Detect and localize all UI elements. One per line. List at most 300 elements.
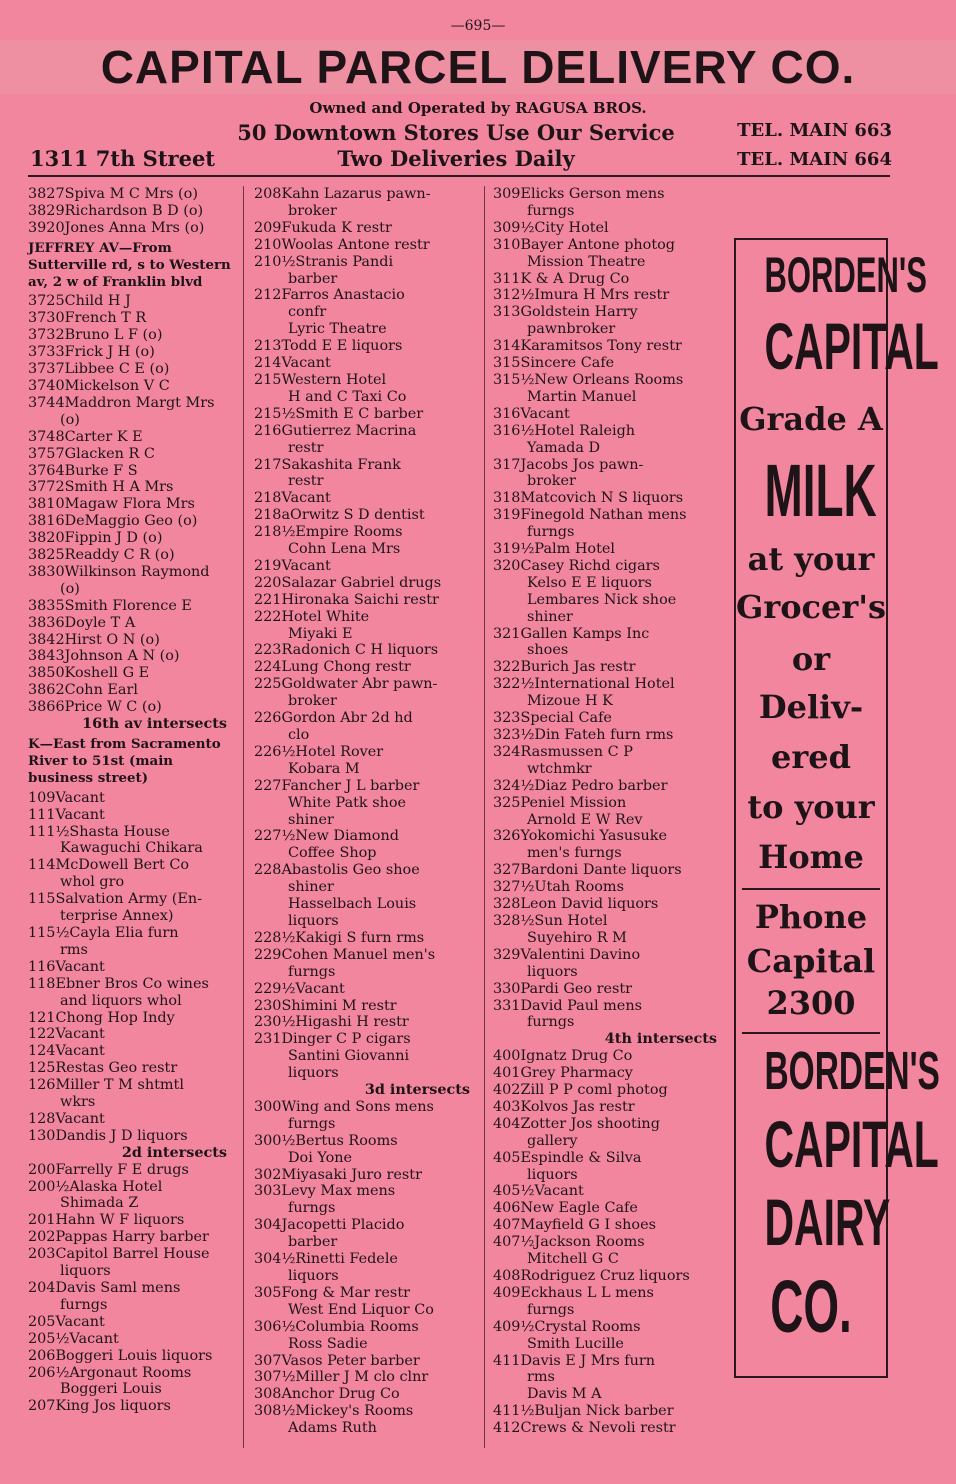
- listing-entry: [493, 1116, 723, 1133]
- listing-entry: [493, 659, 723, 676]
- listing-entry: [493, 507, 723, 524]
- listing-continuation: (o): [60, 411, 80, 428]
- listing-name: City Hotel: [534, 219, 609, 236]
- column-divider: [243, 186, 244, 1448]
- street-number: 302: [254, 1166, 282, 1183]
- listing-continuation: confr: [288, 304, 327, 321]
- listing-name: Radonich C H liquors: [281, 642, 439, 659]
- listing-entry: [254, 254, 476, 271]
- listing-entry: [254, 930, 476, 947]
- listing-entry: [28, 615, 233, 632]
- listing-name: Woolas Antone restr: [281, 236, 430, 253]
- listing-entry: [254, 338, 476, 355]
- street-number: 130: [28, 1127, 56, 1144]
- listing-entry: [254, 355, 476, 372]
- street-number: 230½: [254, 1014, 296, 1031]
- listing-name: Diaz Pedro barber: [534, 777, 668, 794]
- street-number: 323: [493, 710, 521, 727]
- listing-name: Child H J: [64, 293, 131, 310]
- listing-entry: [493, 998, 723, 1015]
- listing-continuation: furngs: [527, 202, 575, 219]
- street-number: 3850: [28, 665, 65, 682]
- listing-name: McDowell Bert Co: [55, 857, 190, 874]
- listing-name: Ignatz Drug Co: [520, 1048, 633, 1065]
- street-number: 3829: [28, 202, 65, 219]
- ad-brand: BORDEN'S: [764, 1041, 940, 1101]
- listing-entry: [28, 327, 233, 344]
- listing-name: Farros Anastacio: [281, 287, 405, 304]
- listing-name: Fippin J D (o): [64, 530, 163, 547]
- listing-entry: [28, 1060, 233, 1077]
- listing-continuation: Miyaki E: [288, 625, 353, 642]
- listing-entry: [493, 1268, 723, 1285]
- listing-name: Miller T M shtmtl: [55, 1077, 184, 1094]
- street-number: 218a: [254, 507, 291, 524]
- intersection-note: 16th av intersects: [82, 715, 227, 733]
- listing-name: Stranis Pandi: [295, 253, 394, 270]
- street-number: 409: [493, 1284, 521, 1301]
- listing-continuation: Davis M A: [527, 1386, 602, 1403]
- listing-entry: [493, 778, 723, 795]
- street-number: 305: [254, 1284, 282, 1301]
- listing-entry: [254, 406, 476, 423]
- listing-entry: [493, 1200, 723, 1217]
- listing-entry: [28, 479, 233, 496]
- listing-name: Cohn Earl: [64, 682, 138, 699]
- listing-continuation: White Patk shoe: [288, 794, 407, 811]
- listing-entry: [28, 1314, 233, 1331]
- street-number: 124: [28, 1043, 56, 1060]
- street-number: 228: [254, 862, 282, 879]
- listing-entry: [493, 372, 723, 389]
- street-number: 219: [254, 557, 282, 574]
- ad-text: Home: [758, 838, 864, 876]
- street-number: 3737: [28, 361, 65, 378]
- listing-name: Grey Pharmacy: [520, 1065, 633, 1082]
- listing-name: Wilkinson Raymond: [64, 563, 210, 580]
- listing-name: Vacant: [295, 980, 345, 997]
- street-number: 309: [493, 186, 521, 202]
- listing-entry: [28, 1026, 233, 1043]
- street-number: 310: [493, 236, 521, 253]
- listing-name: Vacant: [55, 1313, 105, 1330]
- listing-entry: [254, 1167, 476, 1184]
- street-number: 315: [493, 355, 521, 372]
- listing-entry: [493, 220, 723, 237]
- listing-entry: [493, 1150, 723, 1167]
- listing-name: Kahn Lazarus pawn-: [281, 186, 431, 202]
- street-number: 209: [254, 219, 282, 236]
- listing-entry: [493, 896, 723, 913]
- listing-entry: [28, 1043, 233, 1060]
- street-number: 114: [28, 857, 56, 874]
- listing-name: Jacopetti Placido: [281, 1217, 405, 1234]
- listing-name: Vacant: [55, 1043, 105, 1060]
- listing-continuation: wkrs: [60, 1094, 96, 1111]
- listing-name: Cohen Manuel men's: [281, 946, 436, 963]
- ad-text: at your: [747, 540, 875, 578]
- listing-name: Miyasaki Juro restr: [281, 1166, 422, 1183]
- street-number: 229½: [254, 980, 296, 997]
- column-divider: [484, 186, 485, 1448]
- street-number: 317: [493, 456, 521, 473]
- street-number: 128: [28, 1110, 56, 1127]
- street-address: 1311 7th Street: [30, 146, 216, 171]
- listing-entry: [254, 1251, 476, 1268]
- street-number: 3920: [28, 219, 65, 236]
- listing-continuation: broker: [288, 693, 337, 710]
- street-number: 204: [28, 1280, 56, 1296]
- street-number: 203: [28, 1246, 56, 1263]
- listing-entry: [254, 372, 476, 389]
- listing-entry: [28, 959, 233, 976]
- street-number: 403: [493, 1098, 521, 1115]
- ad-text: or: [791, 640, 831, 678]
- listing-name: Hironaka Saichi restr: [281, 591, 439, 608]
- listing-entry: [493, 676, 723, 693]
- listing-entry: [493, 1285, 723, 1302]
- ad-phone-label: Phone: [754, 898, 868, 936]
- listing-entry: [28, 1179, 233, 1196]
- listing-entry: [254, 1014, 476, 1031]
- street-number: 218½: [254, 524, 296, 541]
- listing-continuation: furngs: [288, 1115, 336, 1132]
- ad-text: to your: [747, 788, 875, 826]
- listing-name: Carter K E: [64, 428, 143, 445]
- listing-name: Gordon Abr 2d hd: [281, 710, 413, 727]
- listing-continuation: Kawaguchi Chikara: [60, 840, 203, 857]
- listing-name: Sun Hotel: [534, 912, 608, 929]
- listing-continuation: Boggeri Louis: [60, 1381, 162, 1398]
- listing-name: Smith E C barber: [295, 405, 424, 422]
- listing-name: Fong & Mar restr: [281, 1284, 410, 1301]
- listing-continuation: H and C Taxi Co: [288, 388, 407, 405]
- listing-continuation: and liquors whol: [60, 992, 182, 1009]
- listing-name: Dinger C P cigars: [281, 1031, 411, 1048]
- street-heading: K—East from Sacramento River to 51st (main business street): [28, 736, 221, 786]
- listing-continuation: liquors: [60, 1263, 111, 1280]
- listing-entry: [493, 1420, 723, 1437]
- listing-continuation: Smith Lucille: [527, 1335, 624, 1352]
- street-number: 406: [493, 1200, 521, 1217]
- listing-continuation: Kobara M: [288, 760, 360, 777]
- listing-continuation: liquors: [288, 1065, 339, 1082]
- street-number: 207: [28, 1398, 56, 1415]
- listing-name: Koshell G E: [64, 665, 150, 682]
- street-number: 3836: [28, 614, 65, 631]
- listing-continuation: Suyehiro R M: [527, 929, 627, 946]
- street-number: 326: [493, 828, 521, 845]
- listing-name: Utah Rooms: [534, 879, 624, 896]
- listing-name: Fukuda K restr: [281, 219, 392, 236]
- street-number: 311: [493, 270, 521, 287]
- listing-entry: [254, 592, 476, 609]
- listing-entry: [28, 1331, 233, 1348]
- listing-name: Sincere Cafe: [520, 355, 615, 372]
- listing-continuation: liquors: [288, 1268, 339, 1284]
- listing-continuation: restr: [288, 473, 324, 490]
- intersection-note: 2d intersects: [121, 1143, 227, 1161]
- street-number: 327: [493, 862, 521, 879]
- street-number: 216: [254, 422, 282, 439]
- listing-name: Bayer Antone photog: [520, 236, 675, 253]
- listing-entry: [493, 457, 723, 474]
- listing-entry: [28, 891, 233, 908]
- listing-continuation: clo: [288, 727, 310, 743]
- street-number: 322: [493, 659, 521, 676]
- listing-name: Pappas Harry barber: [55, 1229, 209, 1246]
- listing-entry: [493, 710, 723, 727]
- listing-entry: [28, 790, 233, 807]
- listing-entry: [28, 807, 233, 824]
- listing-continuation: barber: [288, 270, 338, 287]
- listing-entry: [493, 626, 723, 643]
- listing-entry: [254, 1403, 476, 1420]
- listing-name: Salazar Gabriel drugs: [281, 574, 442, 591]
- street-number: 309½: [493, 219, 535, 236]
- listing-name: Vasos Peter barber: [281, 1352, 420, 1369]
- listing-name: DeMaggio Geo (o): [64, 513, 198, 530]
- street-number: 321: [493, 625, 521, 642]
- listing-continuation: Ross Sadie: [288, 1335, 368, 1352]
- listing-continuation: rms: [527, 1369, 555, 1386]
- listing-name: Maddron Margt Mrs: [64, 394, 215, 411]
- listing-name: Bardoni Dante liquors: [520, 862, 682, 879]
- street-number: 304½: [254, 1251, 296, 1268]
- listing-continuation: Coffee Shop: [288, 845, 377, 862]
- listing-name: Burich Jas restr: [520, 659, 636, 676]
- ad-capital: CAPITAL: [764, 309, 939, 383]
- listing-continuation: furngs: [527, 524, 575, 541]
- listing-name: Alaska Hotel: [69, 1178, 163, 1195]
- listing-name: Levy Max mens: [281, 1183, 396, 1200]
- listing-name: Gutierrez Macrina: [281, 422, 417, 439]
- listing-entry: [28, 632, 233, 649]
- listing-entry: [254, 659, 476, 676]
- listing-name: Kolvos Jas restr: [520, 1098, 635, 1115]
- listing-name: Goldstein Harry: [520, 304, 638, 321]
- listing-entry: [254, 423, 476, 440]
- listing-name: Crystal Rooms: [534, 1318, 641, 1335]
- street-number: 3810: [28, 496, 65, 513]
- street-number: 307½: [254, 1369, 296, 1386]
- listing-name: Jackson Rooms: [534, 1234, 645, 1251]
- listing-name: Rinetti Fedele: [295, 1251, 398, 1268]
- directory-column-2: [254, 186, 476, 1437]
- listing-name: Pardi Geo restr: [520, 980, 633, 997]
- listing-entry: [28, 310, 233, 327]
- listing-continuation: liquors: [527, 963, 578, 980]
- listing-name: Crews & Nevoli restr: [520, 1420, 676, 1437]
- listing-name: Hahn W F liquors: [55, 1212, 185, 1229]
- listing-name: Vacant: [55, 789, 105, 806]
- street-number: 3866: [28, 699, 65, 716]
- listing-entry: [28, 463, 233, 480]
- listing-name: Vacant: [69, 1330, 119, 1347]
- listing-name: Vacant: [520, 405, 570, 422]
- street-number: 404: [493, 1115, 521, 1132]
- listing-continuation: shoes: [527, 642, 569, 659]
- listing-entry: [254, 642, 476, 659]
- listing-name: Davis E J Mrs furn: [520, 1352, 656, 1369]
- listing-entry: [28, 395, 233, 412]
- listing-continuation: furngs: [288, 1200, 336, 1217]
- listing-continuation: wtchmkr: [527, 760, 592, 777]
- listing-name: Finegold Nathan mens: [520, 507, 687, 524]
- listing-name: Jones Anna Mrs (o): [64, 219, 205, 236]
- listing-continuation: furngs: [60, 1296, 108, 1313]
- street-number: 3764: [28, 462, 65, 479]
- listing-name: Din Fateh furn rms: [534, 727, 674, 743]
- listing-entry: [493, 1319, 723, 1336]
- listing-name: Mayfield G I shoes: [520, 1217, 656, 1234]
- listing-continuation: (o): [60, 580, 80, 597]
- listing-continuation: furngs: [527, 1301, 575, 1318]
- listing-entry: [28, 1280, 233, 1297]
- listing-name: Mickey's Rooms: [295, 1403, 414, 1420]
- listing-name: Bruno L F (o): [64, 327, 163, 344]
- service-tagline: 50 Downtown Stores Use Our Service: [237, 120, 675, 145]
- listing-name: Richardson B D (o): [64, 202, 204, 219]
- listing-name: Rodriguez Cruz liquors: [520, 1268, 690, 1284]
- ad-grade: Grade A: [739, 400, 883, 438]
- listing-name: Restas Geo restr: [55, 1060, 178, 1077]
- listing-entry: [28, 446, 233, 463]
- street-number: 3730: [28, 310, 65, 327]
- listing-name: Yokomichi Yasusuke: [520, 828, 668, 845]
- listing-entry: [28, 361, 233, 378]
- street-number: 3843: [28, 648, 65, 665]
- listing-name: Imura H Mrs restr: [534, 287, 670, 304]
- listing-name: Gallen Kamps Inc: [520, 625, 650, 642]
- listing-continuation: Martin Manuel: [527, 388, 637, 405]
- street-number: 208: [254, 186, 282, 202]
- listing-entry: [28, 513, 233, 530]
- listing-entry: [254, 609, 476, 626]
- street-number: 405½: [493, 1183, 535, 1200]
- deliveries-tagline: Two Deliveries Daily: [337, 146, 575, 171]
- intersection-note: 3d intersects: [364, 1081, 470, 1099]
- street-number: 3827: [28, 186, 65, 202]
- street-number: 3830: [28, 563, 65, 580]
- listing-entry: [493, 947, 723, 964]
- street-number: 328: [493, 896, 521, 913]
- street-number: 319: [493, 507, 521, 524]
- street-number: 407½: [493, 1234, 535, 1251]
- listing-entry: [254, 1183, 476, 1200]
- listing-entry: [493, 1217, 723, 1234]
- street-number: 116: [28, 958, 56, 975]
- listing-entry: [493, 186, 723, 203]
- listing-name: Eckhaus L L mens: [520, 1284, 654, 1301]
- listing-entry: [493, 795, 723, 812]
- listing-name: Hotel White: [281, 608, 370, 625]
- listing-name: Vacant: [55, 1026, 105, 1043]
- listing-name: Vacant: [55, 1110, 105, 1127]
- street-number: 222: [254, 608, 282, 625]
- listing-continuation: barber: [288, 1234, 338, 1251]
- listing-continuation: Santini Giovanni: [288, 1048, 410, 1065]
- listing-name: Chong Hop Indy: [55, 1009, 175, 1026]
- ad-phone-number: 2300: [766, 984, 856, 1022]
- listing-name: Empire Rooms: [295, 524, 403, 541]
- street-number: 318: [493, 490, 521, 507]
- street-number: 118: [28, 975, 56, 992]
- listing-continuation: Arnold E W Rev: [527, 811, 643, 828]
- ad-milk: MILK: [764, 449, 877, 532]
- listing-entry: [28, 344, 233, 361]
- street-number: 226: [254, 710, 282, 727]
- listing-continuation: West End Liquor Co: [288, 1301, 434, 1318]
- listing-entry: [493, 271, 723, 288]
- street-number: 3862: [28, 682, 65, 699]
- listing-name: Matcovich N S liquors: [520, 490, 684, 507]
- listing-entry: [28, 682, 233, 699]
- listing-continuation: shiner: [288, 879, 334, 896]
- listing-entry: [28, 1246, 233, 1263]
- street-number: 224: [254, 659, 282, 676]
- street-number: 3740: [28, 377, 65, 394]
- listing-entry: [254, 1386, 476, 1403]
- listing-name: Vacant: [281, 355, 331, 372]
- listing-name: Cayla Elia furn: [69, 924, 179, 941]
- street-number: 409½: [493, 1318, 535, 1335]
- listing-entry: [28, 1348, 233, 1365]
- listing-entry: [254, 237, 476, 254]
- street-number: 312½: [493, 287, 535, 304]
- listing-entry: [254, 1217, 476, 1234]
- listing-continuation: furngs: [527, 1014, 575, 1031]
- listing-continuation: Lyric Theatre: [288, 321, 387, 338]
- listing-continuation: Lembares Nick shoe: [527, 591, 677, 608]
- listing-entry: [254, 1353, 476, 1370]
- listing-entry: [254, 744, 476, 761]
- street-number: 408: [493, 1268, 521, 1284]
- listing-entry: [493, 744, 723, 761]
- street-number: 3820: [28, 530, 65, 547]
- listing-entry: [254, 998, 476, 1015]
- listing-name: Higashi H restr: [295, 1014, 409, 1031]
- street-number: 215½: [254, 405, 296, 422]
- street-number: 214: [254, 355, 282, 372]
- listing-entry: [28, 598, 233, 615]
- street-number: 217: [254, 456, 282, 473]
- listing-entry: [493, 1403, 723, 1420]
- intersection-note: 4th intersects: [604, 1030, 717, 1048]
- listing-entry: [28, 1365, 233, 1382]
- listing-name: French T R: [64, 310, 147, 327]
- street-number: 407: [493, 1217, 521, 1234]
- street-number: 412: [493, 1420, 521, 1437]
- street-number: 227½: [254, 828, 296, 845]
- listing-name: Smith H A Mrs: [64, 479, 174, 496]
- listing-entry: [493, 287, 723, 304]
- street-number: 324: [493, 743, 521, 760]
- listing-entry: [493, 981, 723, 998]
- listing-entry: [254, 1031, 476, 1048]
- listing-continuation: pawnbroker: [527, 321, 616, 338]
- listing-entry: [493, 1065, 723, 1082]
- ad-text: Grocer's: [736, 588, 887, 626]
- listing-name: Ebner Bros Co wines: [55, 975, 209, 992]
- listing-name: Smith Florence E: [64, 597, 192, 614]
- listing-entry: [254, 676, 476, 693]
- listing-entry: [254, 1369, 476, 1386]
- listing-name: Vacant: [55, 958, 105, 975]
- listing-entry: [28, 699, 233, 716]
- street-number: 300: [254, 1098, 282, 1115]
- listing-entry: [254, 186, 476, 203]
